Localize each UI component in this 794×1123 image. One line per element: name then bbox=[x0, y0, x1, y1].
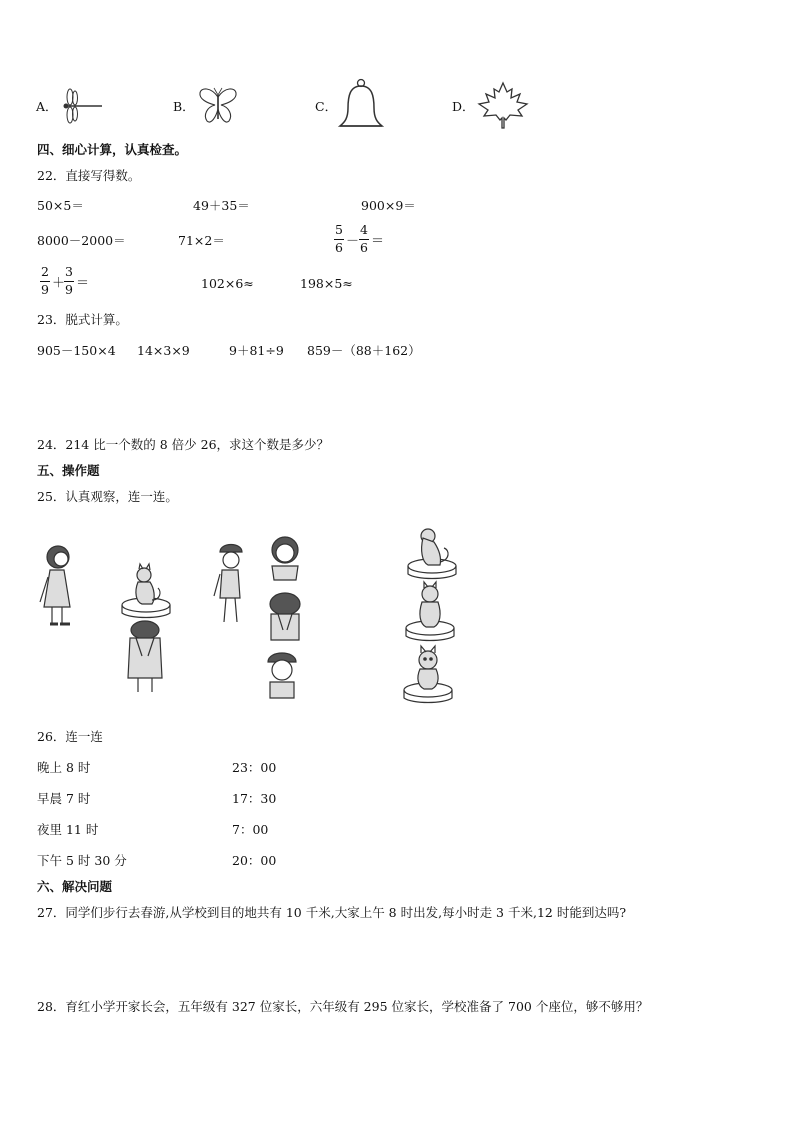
q23-prompt: 23．脱式计算。 bbox=[37, 312, 128, 327]
equals-sign: ＝ bbox=[371, 234, 385, 249]
plus-sign: ＋ bbox=[52, 276, 66, 291]
fraction-2-9 bbox=[40, 266, 50, 296]
q22-item-8: 102×6≈ bbox=[201, 276, 254, 291]
q26-left-2: 早晨 7 时 bbox=[37, 791, 91, 806]
q26-left-1: 晚上 8 时 bbox=[37, 760, 91, 775]
q22-prompt: 22．直接写得数。 bbox=[37, 168, 141, 183]
maple-leaf-icon bbox=[476, 80, 530, 132]
minus-sign: － bbox=[346, 234, 360, 249]
equals-sign: ＝ bbox=[76, 276, 90, 291]
fraction-5-6 bbox=[334, 224, 344, 254]
option-d-label: D． bbox=[452, 99, 475, 114]
option-b-label: B． bbox=[173, 99, 195, 114]
child-back-figure bbox=[128, 621, 162, 692]
fraction-4-6 bbox=[359, 224, 369, 254]
option-a-label: A． bbox=[36, 99, 58, 114]
fraction-numerator: 4 bbox=[360, 222, 368, 237]
fraction-denominator: 9 bbox=[41, 281, 49, 297]
section5-title: 五、操作题 bbox=[37, 463, 100, 478]
q24-text: 24．214 比一个数的 8 倍少 26，求这个数是多少？ bbox=[37, 437, 330, 452]
observation-illustration bbox=[30, 522, 470, 708]
butterfly-icon bbox=[197, 85, 239, 127]
q26-left-3: 夜里 11 时 bbox=[37, 822, 99, 837]
q28-text: 28．育红小学开家长会，五年级有 327 位家长，六年级有 295 位家长，学校准备了 700 个座位，够不够用？ bbox=[37, 999, 649, 1014]
q23-item-2: 14×3×9 bbox=[137, 343, 190, 358]
q26-right-4: 20：00 bbox=[232, 853, 277, 868]
fraction-denominator: 6 bbox=[335, 239, 343, 255]
q22-item-5: 71×2＝ bbox=[178, 233, 225, 248]
cat-view-front bbox=[404, 646, 452, 703]
cat-view-back bbox=[406, 582, 454, 641]
q26-prompt: 26．连一连 bbox=[37, 729, 103, 744]
section4-title: 四、细心计算，认真检查。 bbox=[37, 142, 188, 157]
q23-item-3: 9＋81÷9 bbox=[229, 343, 284, 358]
boy-side-figure bbox=[214, 545, 242, 623]
dragonfly-icon bbox=[58, 88, 104, 124]
girl-figure bbox=[40, 546, 70, 624]
option-c-label: C． bbox=[315, 99, 338, 114]
q22-item-2: 49＋35＝ bbox=[193, 198, 250, 213]
cat-view-side bbox=[408, 529, 456, 579]
q26-right-1: 23：00 bbox=[232, 760, 277, 775]
fraction-3-9 bbox=[64, 266, 74, 296]
view-back bbox=[270, 593, 300, 640]
q25-prompt: 25．认真观察，连一连。 bbox=[37, 489, 178, 504]
fraction-numerator: 5 bbox=[335, 222, 343, 237]
fraction-numerator: 2 bbox=[41, 264, 49, 279]
view-girl-front bbox=[272, 537, 298, 580]
bell-icon bbox=[337, 78, 385, 134]
q22-item-1: 50×5＝ bbox=[37, 198, 84, 213]
fraction-numerator: 3 bbox=[65, 264, 73, 279]
q22-item-4: 8000－2000＝ bbox=[37, 233, 126, 248]
view-boy-front bbox=[268, 653, 296, 698]
fraction-denominator: 9 bbox=[65, 281, 73, 297]
q22-item-3: 900×9＝ bbox=[361, 198, 416, 213]
q26-left-4: 下午 5 时 30 分 bbox=[37, 853, 127, 868]
q26-right-3: 7：00 bbox=[232, 822, 269, 837]
fraction-denominator: 6 bbox=[360, 239, 368, 255]
q23-item-1: 905－150×4 bbox=[37, 343, 116, 358]
q22-item-9: 198×5≈ bbox=[300, 276, 353, 291]
q27-text: 27．同学们步行去春游,从学校到目的地共有 10 千米,大家上午 8 时出发,每小时走 3 千米,12 时能到达吗? bbox=[37, 905, 627, 920]
cat-on-stand bbox=[122, 564, 170, 618]
section6-title: 六、解决问题 bbox=[37, 879, 113, 894]
q23-item-4: 859－（88＋162） bbox=[307, 343, 421, 358]
q26-right-2: 17：30 bbox=[232, 791, 277, 806]
